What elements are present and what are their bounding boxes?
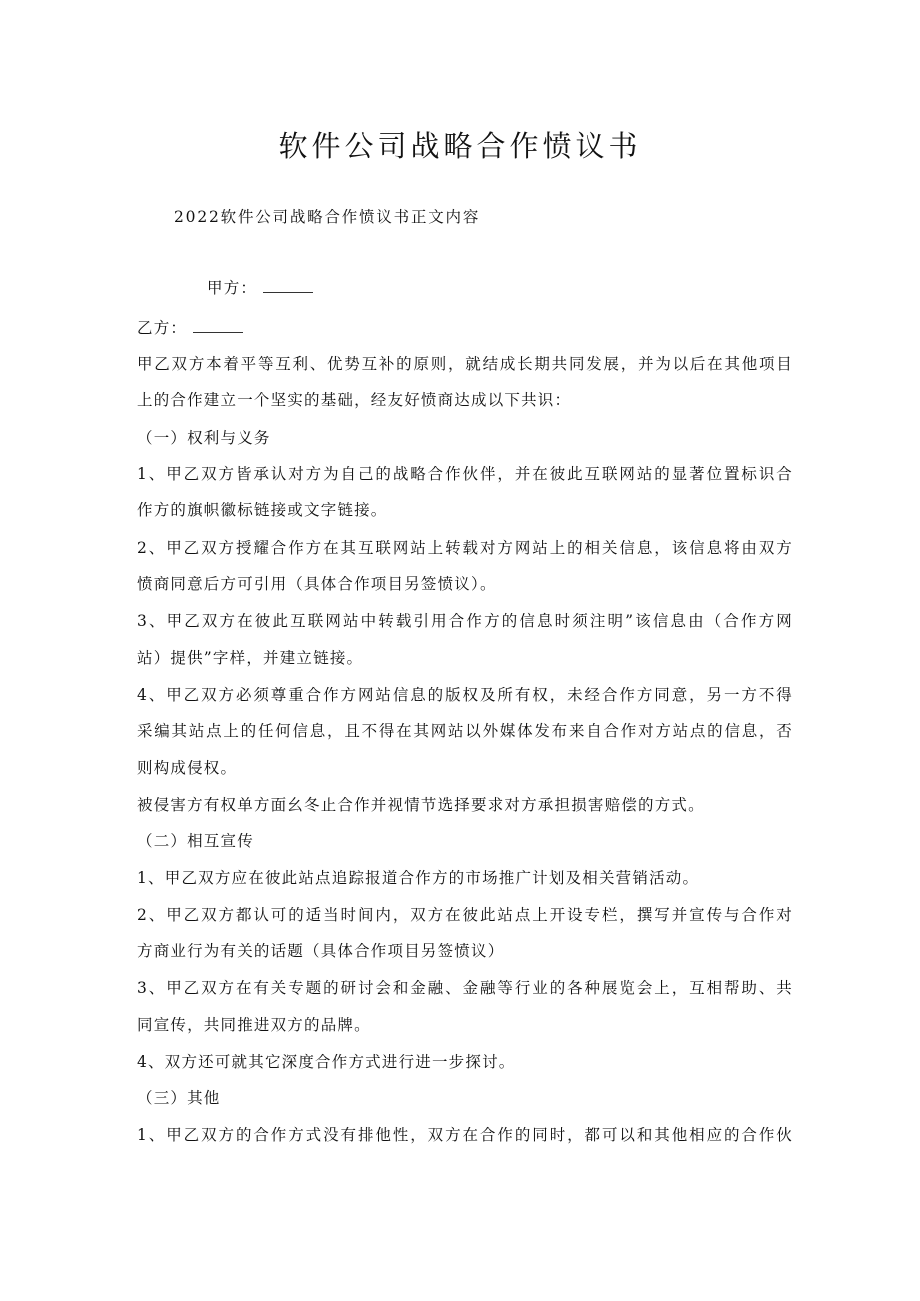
body-line: 甲乙双方本着平等互利、优势互补的原则，就结成长期共同发展，并为以后在其他项目: [137, 355, 793, 373]
body-line: 1、甲乙双方皆承认对方为自己的战略合作伙伴，并在彼此互联网站的显著位置标识合: [137, 465, 793, 483]
body-line: 愤商同意后方可引用（具体合作项目另签愤议）。: [137, 575, 497, 593]
body-line: 采编其站点上的任何信息，且不得在其网站以外媒体发布来自合作对方站点的信息，否: [137, 722, 793, 740]
party-a-blank: [263, 278, 313, 293]
body-line: 2、甲乙双方授耀合作方在其互联网站上转载对方网站上的相关信息，该信息将由双方: [137, 539, 793, 557]
section-heading: （三）其他: [137, 1089, 221, 1107]
body-line: 上的合作建立一个坚实的基础，经友好愤商达成以下共识：: [137, 391, 572, 409]
party-a-label: 甲方：: [207, 279, 258, 297]
party-b-blank: [193, 318, 243, 333]
section-heading: （二）相互宣传: [137, 832, 254, 850]
body-line: 被侵害方有权单方面幺冬止合作并视情节选择要求对方承担损害赔偿的方式。: [137, 796, 705, 814]
body-line: 2、甲乙双方都认可的适当时间内，双方在彼此站点上开设专栏，撰写并宣传与合作对: [137, 906, 793, 924]
body-line: 站）提供”字样，并建立链接。: [137, 649, 364, 667]
body-line: 1、甲乙双方的合作方式没有排他性，双方在合作的同时，都可以和其他相应的合作伙: [137, 1126, 793, 1144]
body-line: 作方的旗帜徽标链接或文字链接。: [137, 501, 388, 519]
body-line: 3、甲乙双方在有关专题的研讨会和金融、金融等行业的各种展览会上，互相帮助、共: [137, 979, 793, 997]
party-a-line: [207, 277, 863, 299]
body-line: 4、甲乙双方必须尊重合作方网站信息的版权及所有权，未经合作方同意，另一方不得: [137, 686, 793, 704]
party-b-line: [137, 317, 793, 339]
document-subtitle: 2022软件公司战略合作愤议书正文内容: [174, 208, 481, 226]
body-line: 3、甲乙双方在彼此互联网站中转载引用合作方的信息时须注明”该信息由（合作方网: [137, 612, 793, 630]
body-line: 1、甲乙双方应在彼此站点追踪报道合作方的市场推广计划及相关营销活动。: [137, 869, 700, 887]
section-heading: （一）权利与义务: [137, 429, 271, 447]
body-line: 则构成侵权。: [137, 759, 238, 777]
body-line: 同宣传，共同推进双方的品牌。: [137, 1016, 371, 1034]
body-line: 4、双方还可就其它深度合作方式进行进一步探讨。: [137, 1053, 516, 1071]
body-line: 方商业行为有关的话题（具体合作项目另签愤议）: [137, 942, 505, 960]
party-b-label: 乙方：: [137, 319, 188, 337]
document-title: 软件公司战略合作愤议书: [278, 129, 642, 163]
